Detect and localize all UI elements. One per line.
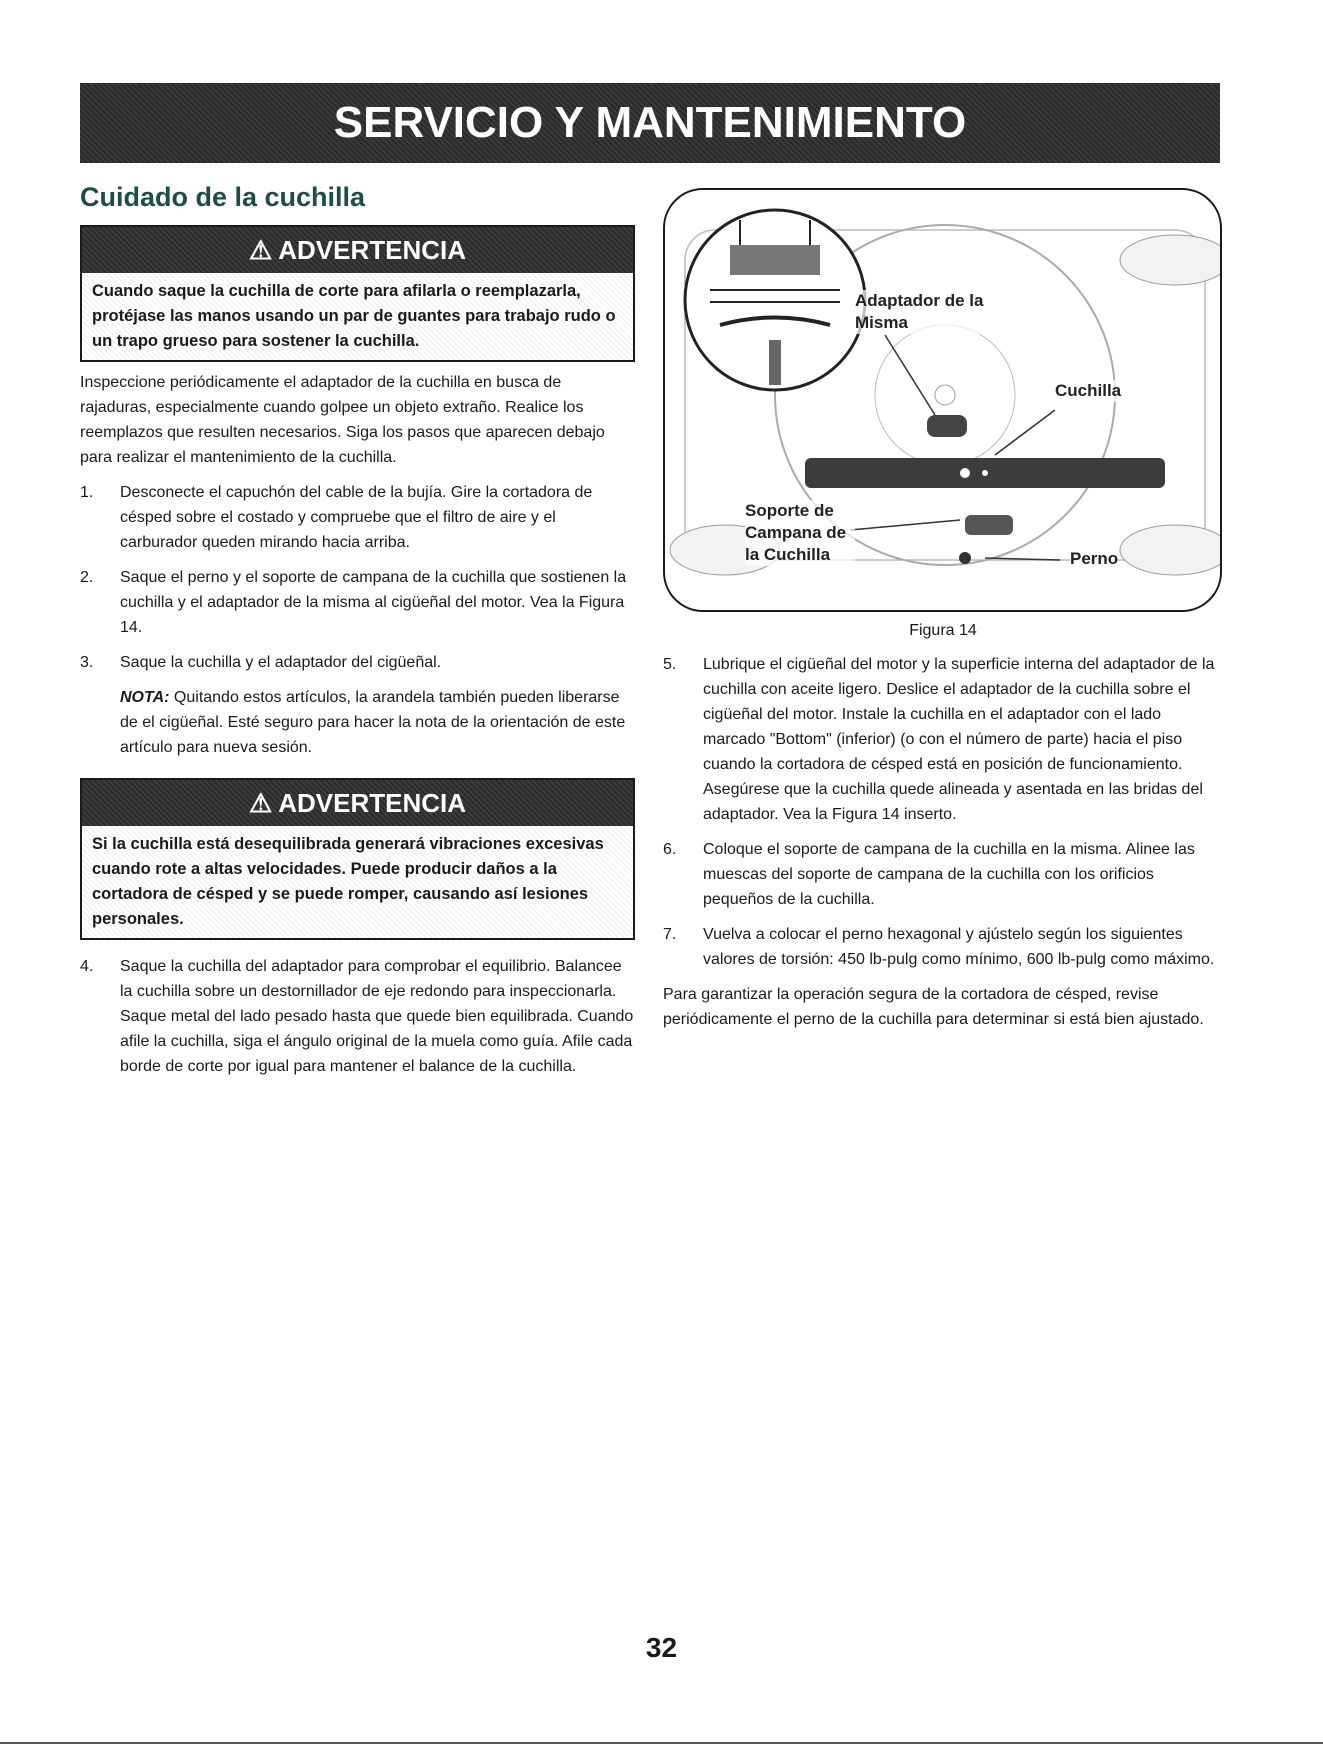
page-title: SERVICIO Y MANTENIMIENTO — [333, 98, 967, 147]
step-number: 7. — [663, 926, 677, 943]
list-item — [80, 650, 635, 675]
step-number: 3. — [80, 654, 94, 671]
right-column — [663, 188, 1223, 1042]
list-item — [663, 837, 1223, 912]
warning-box — [80, 778, 635, 940]
step-number: 2. — [80, 569, 94, 586]
note-text: Quitando estos artículos, la arandela también pueden liberarse de el cigüeñal. Esté seguro para hacer la nota de la orientación de este artículo para nueva sesión. — [120, 689, 626, 756]
warning-triangle-icon: ⚠ — [248, 234, 273, 265]
bottom-divider — [0, 1742, 1323, 1744]
page-number: 32 — [645, 1632, 678, 1663]
warning-label: ADVERTENCIA — [278, 234, 467, 265]
warning-text: Cuando saque la cuchilla de corte para afilarla o reemplazarla, protéjase las manos usando un par de guantes para trabajo rudo o un trapo grueso para sostener la cuchilla. — [82, 273, 633, 360]
adapter-label: Adaptador de la Misma — [855, 290, 995, 334]
step-text: Saque el perno y el soporte de campana de la cuchilla que sostienen la cuchilla y el adaptador de la misma al cigüeñal del motor. Vea la Figura 14. — [120, 569, 627, 636]
figure-caption: Figura 14 — [909, 622, 977, 639]
step-text: Coloque el soporte de campana de la cuchilla en la misma. Alinee las muescas del soporte de campana de la cuchilla con los orificios pequeños de la cuchilla. — [703, 841, 1195, 908]
blade-label: Cuchilla — [1055, 381, 1122, 400]
step-number: 5. — [663, 656, 677, 673]
note — [120, 685, 635, 760]
warning-header — [82, 227, 633, 273]
left-column — [80, 225, 635, 1089]
warning-header — [82, 780, 633, 826]
step-text: Saque la cuchilla y el adaptador del cigüeñal. — [120, 654, 442, 671]
list-item — [663, 652, 1223, 827]
bolt-label: Perno — [1070, 549, 1119, 568]
closing-paragraph: Para garantizar la operación segura de la cortadora de césped, revise periódicamente el perno de la cuchilla para determinar si está bien ajustado. — [663, 986, 1204, 1028]
list-item — [80, 565, 635, 640]
warning-triangle-icon: ⚠ — [248, 787, 273, 818]
step-text: Desconecte el capuchón del cable de la bujía. Gire la cortadora de césped sobre el costado y compruebe que el filtro de aire y el carburador queden mirando hacia arriba. — [120, 484, 593, 551]
list-item — [80, 480, 635, 555]
list-item — [80, 954, 635, 1079]
intro-paragraph: Inspeccione periódicamente el adaptador de la cuchilla en busca de rajaduras, especialmente cuando golpee un objeto extraño. Realice los reemplazos que resulten necesarios. Siga los pasos que aparecen debajo para realizar el mantenimiento de la cuchilla. — [80, 374, 605, 466]
note-label: NOTA: — [120, 689, 170, 706]
step-text: Lubrique el cigüeñal del motor y la superficie interna del adaptador de la cuchilla con aceite ligero. Deslice el adaptador de la cuchilla sobre el cigüeñal del motor. Instale la cuchilla en el adaptador con el lado marcado "Bottom" (inferior) (o con el número de parte) hacia el piso cuando la cortadora de césped está en posición de funcionamiento. Asegúrese que la cuchilla quede alineada y asentada en las bridas del adaptador. Vea la Figura 14 inserto. — [703, 656, 1215, 823]
warning-text: Si la cuchilla está desequilibrada generará vibraciones excesivas cuando rote a altas velocidades. Puede producir daños a la cortadora de césped y se puede romper, causando así lesiones personales. — [82, 826, 633, 938]
step-number: 4. — [80, 958, 94, 975]
step-text: Vuelva a colocar el perno hexagonal y ajústelo según los siguientes valores de torsión: 450 lb-pulg como mínimo, 600 lb-pulg como máximo. — [703, 926, 1215, 968]
list-item — [663, 922, 1223, 972]
bell-support-label: Soporte de Campana de la Cuchilla — [745, 500, 855, 566]
warning-box — [80, 225, 635, 362]
warning-label: ADVERTENCIA — [278, 787, 467, 818]
step-number: 6. — [663, 841, 677, 858]
step-text: Saque la cuchilla del adaptador para comprobar el equilibrio. Balancee la cuchilla sobre un destornillador de eje redondo para inspeccionarla. Saque metal del lado pesado hasta que quede bien equilibrada. Cuando afile la cuchilla, siga el ángulo original de la muela como guía. Afile cada borde de corte por igual para mantener el balance de la cuchilla. — [120, 958, 634, 1075]
header-banner — [80, 83, 1220, 163]
section-title: Cuidado de la cuchilla — [80, 182, 366, 212]
figure-14 — [663, 188, 1222, 612]
step-number: 1. — [80, 484, 94, 501]
